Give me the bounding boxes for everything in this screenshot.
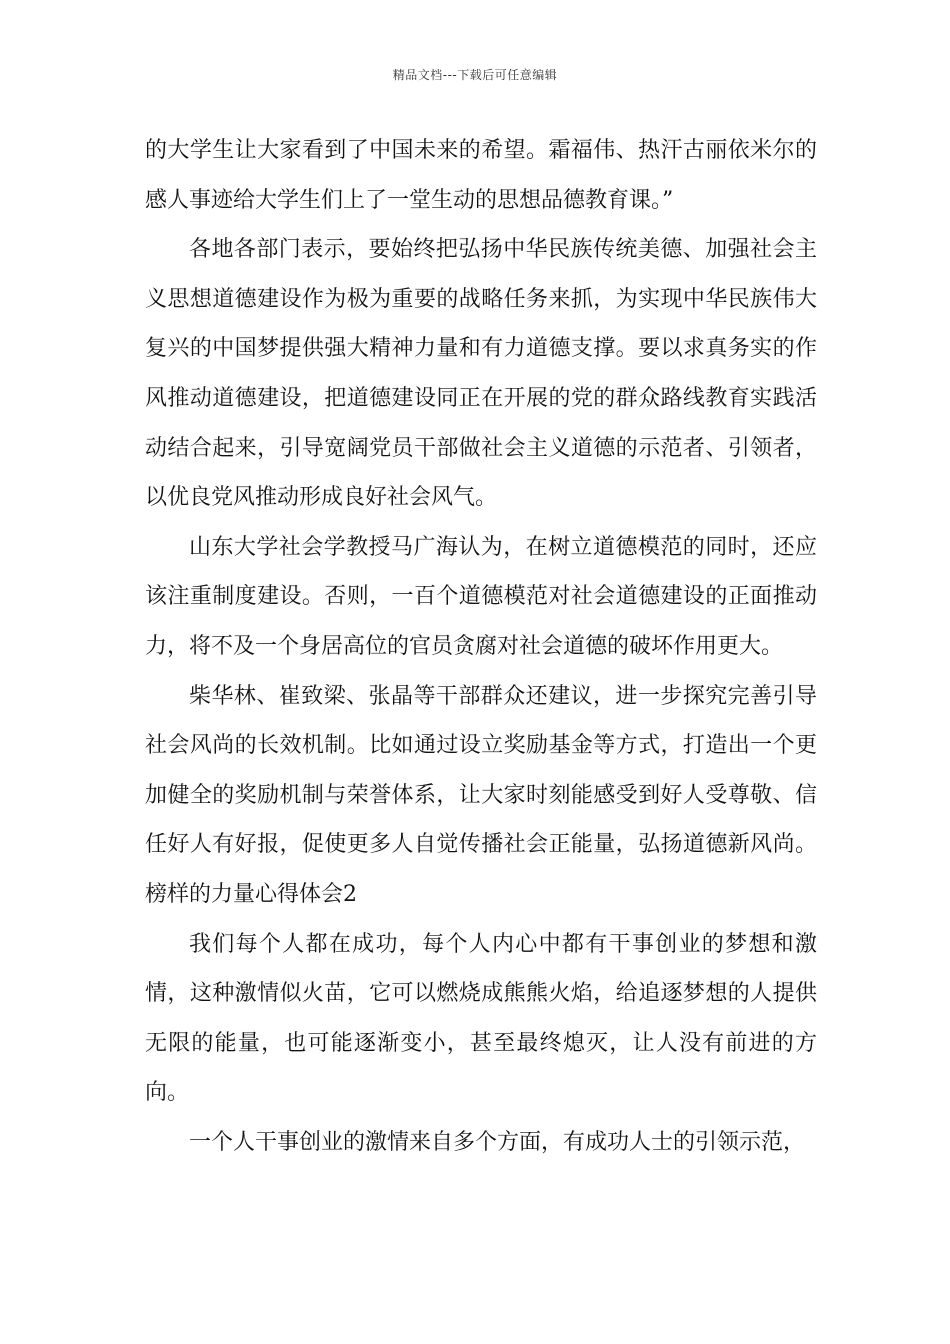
page-header: 精品文档---下载后可任意编辑 <box>392 68 558 82</box>
document-body <box>145 126 817 1167</box>
paragraph-3: 山东大学社会学教授马广海认为，在树立道德模范的同时，还应该注重制度建设。否则，一百个道德模范对社会道德建设的正面推动力，将不及一个身居高位的官员贪腐对社会道德的破坏作用更大。 <box>145 534 817 659</box>
paragraph-6: 一个人干事创业的激情来自多个方面，有成功人士的引领示范， <box>189 1129 806 1155</box>
paragraph-1: 的大学生让大家看到了中国未来的希望。霜福伟、热汗古丽依米尔的感人事迹给大学生们上了一堂生动的思想品德教育课。” <box>145 138 817 213</box>
paragraph-4: 柴华林、崔致梁、张晶等干部群众还建议，进一步探究完善引导社会风尚的长效机制。比如通过设立奖励基金等方式，打造出一个更加健全的奖励机制与荣誉体系，让大家时刻能感受到好人受尊敬、信任好人有好报，促使更多人自觉传播社会正能量，弘扬道德新风尚。榜样的力量心得体会2 <box>145 683 817 907</box>
paragraph-2: 各地各部门表示，要始终把弘扬中华民族传统美德、加强社会主义思想道德建设作为极为重要的战略任务来抓，为实现中华民族伟大复兴的中国梦提供强大精神力量和有力道德支撑。要以求真务实的作风推动道德建设，把道德建设同正在开展的党的群众路线教育实践活动结合起来，引导宽阔党员干部做社会主义道德的示范者、引领者，以优良党风推动形成良好社会风气。 <box>145 237 817 511</box>
paragraph-5: 我们每个人都在成功，每个人内心中都有干事创业的梦想和激情，这种激情似火苗，它可以燃烧成熊熊火焰，给追逐梦想的人提供无限的能量，也可能逐渐变小，甚至最终熄灭，让人没有前进的方向。 <box>145 931 817 1106</box>
